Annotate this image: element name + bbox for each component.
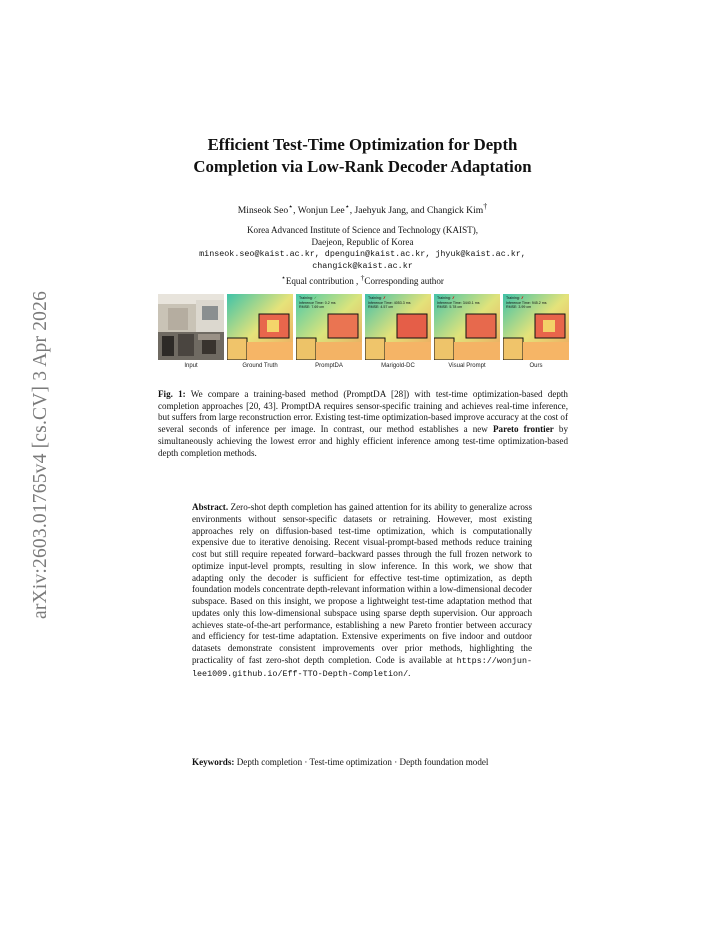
marigold-dc-stats: Training: ✗ Inference Time: 4053.3 ms RMSE: 4.57 cm (368, 296, 411, 310)
ours-stats: Training: ✗ Inference Time: 945.2 ms RMSE: 3.99 cm (506, 296, 547, 310)
institute-name: Korea Advanced Institute of Science and Technology (KAIST), (246, 225, 478, 235)
affiliation-block (150, 224, 575, 287)
visual-prompt-panel (434, 294, 500, 360)
abstract: Abstract. Zero-shot depth completion has gained attention for its ability to generalize across environments without sensor-specific datasets or retraining. However, most existing approaches rely on diffusion-based test-time optimization, which is computationally expensive due to iterative denoising. Recent visual-prompt-based methods reduce training cost but still require repeated forward–backward passes through the full frozen network to optimize input-level prompts, resulting in slow inference. In this work, we show that adapting only the decoder is sufficient for effective test-time optimization, as depth foundation models concentrate depth-relevant information within a low-dimensional decoder subspace. Based on this insight, we propose a lightweight test-time adaptation method that updates only this low-dimensional subspace using sparse depth supervision. Our approach achieves state-of-the-art performance, establishing a new Pareto frontier between accuracy and efficiency for test-time adaptation. Extensive experiments on five indoor and outdoor datasets demonstrate consistent improvements over prior methods, highlighting the practicality of fast zero-shot depth completion. Code is available at https://wonjun-lee1009.github.io/Eff-TTO-Depth-Completion/. (192, 502, 532, 679)
paper-title (120, 134, 605, 178)
cross-icon: ✗ (451, 296, 455, 300)
label-ground-truth: Ground Truth (242, 363, 278, 369)
caption-label: Fig. 1: (158, 389, 186, 399)
author-emails: minseok.seo@kaist.ac.kr, dpenguin@kaist.ac.kr, jhyuk@kaist.ac.kr, (199, 249, 526, 259)
promptda-panel (296, 294, 362, 360)
institute-location: Daejeon, Republic of Korea (311, 237, 414, 247)
title-line-2: Completion via Low-Rank Decoder Adaptation (193, 157, 532, 176)
visual-prompt-stats: Training: ✗ Inference Time: 3440.1 ms RMSE: 5.78 cm (437, 296, 480, 310)
check-icon: ✓ (313, 296, 317, 300)
label-input: Input (184, 363, 198, 369)
code-url[interactable]: https://wonjun-lee1009.github.io/Eff-TTO-Depth-Completion/ (192, 655, 532, 679)
ours-panel (503, 294, 569, 360)
figure-caption: Fig. 1: We compare a training-based method (PromptDA [28]) with test-time optimization-based depth completion approaches [20, 43]. PromptDA requires sensor-specific training and achieves real-time inference, but suffers from large reconstruction error. Existing test-time optimization-based improve accuracy at the cost of several seconds of inference per image. In contrast, our method establishes a new Pareto frontier by simultaneously achieving the lowest error and highly efficient inference among test-time optimization-based depth completion methods. (158, 389, 568, 458)
author-list: Minseok Seo⋆, Wonjun Lee⋆, Jaehyuk Jang, and Changick Kim† (237, 202, 488, 217)
keywords: Keywords: Depth completion · Test-time optimization · Depth foundation model (192, 757, 489, 767)
input-image-panel (158, 294, 224, 360)
label-promptda: PromptDA (315, 363, 343, 369)
footnote-contribution: ⋆Equal contribution , †Corresponding author (281, 273, 444, 287)
teaser-figure (158, 294, 568, 374)
promptda-stats: Training: ✓ Inference Time: 0.2 ms RMSE: 7.69 cm (299, 296, 336, 310)
marigold-dc-panel (365, 294, 431, 360)
cross-icon: ✗ (520, 296, 524, 300)
abstract-label: Abstract. (192, 502, 229, 512)
cross-icon: ✗ (382, 296, 386, 300)
author-emails-line-2: changick@kaist.ac.kr (312, 261, 413, 271)
label-ours: Ours (529, 363, 543, 369)
title-line-1: Efficient Test-Time Optimization for Depth (207, 135, 518, 154)
label-marigold-dc: Marigold-DC (381, 363, 415, 369)
label-visual-prompt: Visual Prompt (448, 363, 486, 369)
arxiv-identifier: arXiv:2603.01765v4 [cs.CV] 3 Apr 2026 (30, 290, 51, 620)
ground-truth-panel (227, 294, 293, 360)
keywords-label: Keywords: (192, 757, 235, 767)
